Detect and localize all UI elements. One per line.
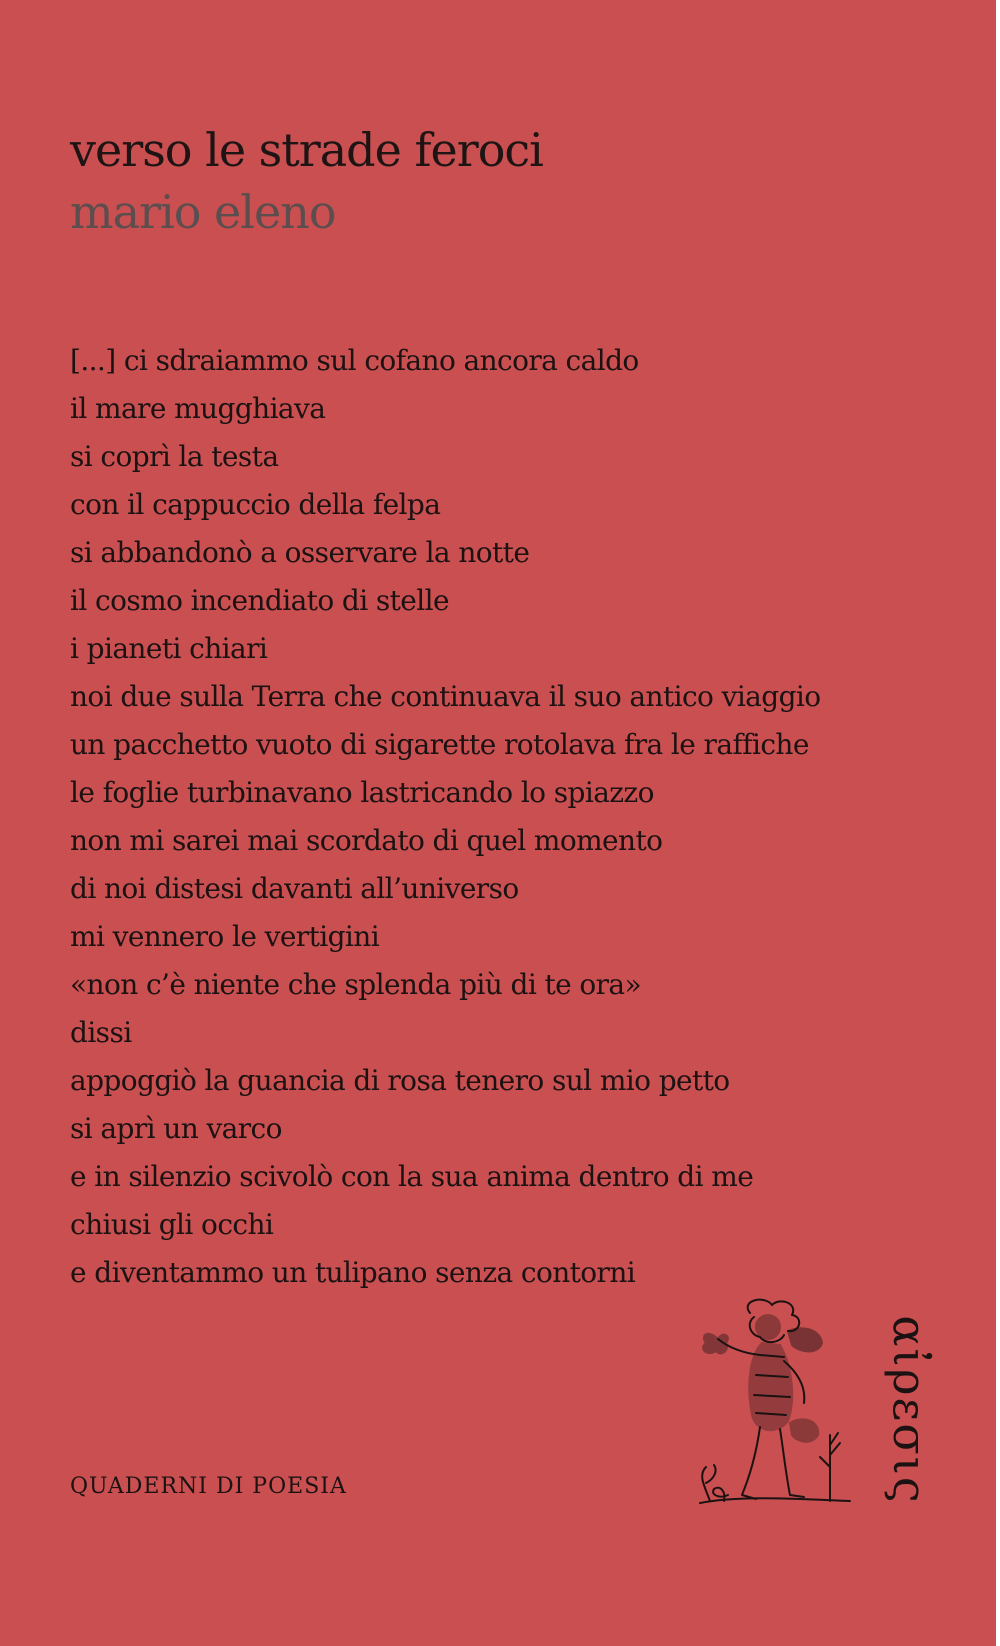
poem-line: chiusi gli occhi xyxy=(70,1208,274,1241)
poem-line: «non c’è niente che splenda più di te ora» xyxy=(70,968,642,1001)
poem-line: con il cappuccio della felpa xyxy=(70,488,441,521)
poem-line: [...] ci sdraiammo sul cofano ancora caldo xyxy=(70,344,639,377)
poem-line: non mi sarei mai scordato di quel momento xyxy=(70,824,663,857)
poem-line: le foglie turbinavano lastricando lo spiazzo xyxy=(70,776,654,809)
book-author: mario eleno xyxy=(70,185,336,239)
poem-line: noi due sulla Terra che continuava il suo antico viaggio xyxy=(70,680,821,713)
poem-line: mi vennero le vertigini xyxy=(70,920,380,953)
poem-line: il mare mugghiava xyxy=(70,392,326,425)
poem-line: e in silenzio scivolò con la sua anima dentro di me xyxy=(70,1160,754,1193)
book-title: verso le strade feroci xyxy=(70,123,543,177)
poem-line: si abbandonò a osservare la notte xyxy=(70,536,530,569)
poem-excerpt xyxy=(70,337,821,1297)
poem-line: dissi xyxy=(70,1016,132,1049)
poem-line: un pacchetto vuoto di sigarette rotolava fra le raffiche xyxy=(70,728,809,761)
poem-line: si coprì la testa xyxy=(70,440,279,473)
poem-line: di noi distesi davanti all’universo xyxy=(70,872,519,905)
poem-line: e diventammo un tulipano senza contorni xyxy=(70,1256,636,1289)
poem-line: appoggiò la guancia di rosa tenero sul mio petto xyxy=(70,1064,730,1097)
poem-line: si aprì un varco xyxy=(70,1112,282,1145)
poem-line: i pianeti chiari xyxy=(70,632,268,665)
woodcut-figure-illustration xyxy=(680,1295,860,1515)
publisher-logo xyxy=(880,1300,940,1520)
series-name: QUADERNI DI POESIA xyxy=(70,1474,347,1499)
publisher-name: αἰρεσις xyxy=(883,1315,937,1505)
poem-line: il cosmo incendiato di stelle xyxy=(70,584,449,617)
